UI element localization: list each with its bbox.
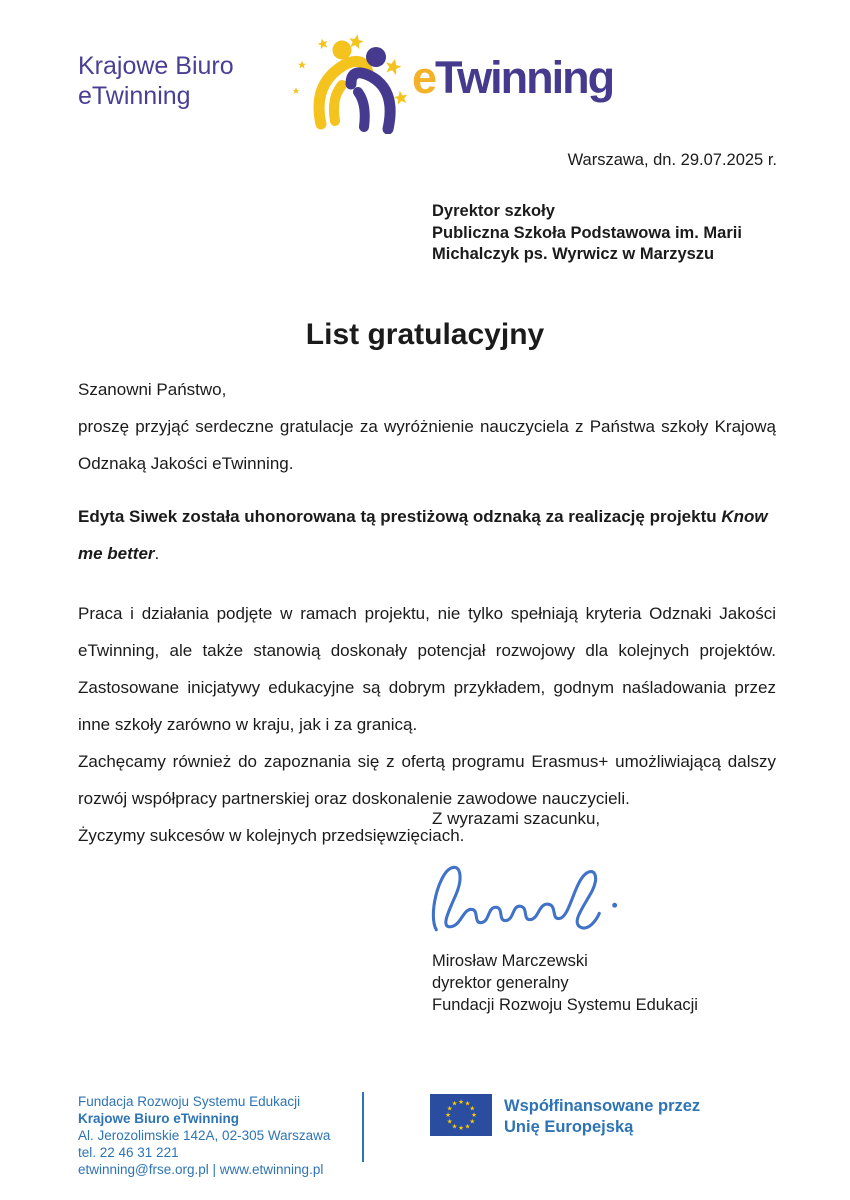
svg-text:★: ★ bbox=[446, 1104, 453, 1113]
svg-text:★: ★ bbox=[469, 1117, 476, 1126]
svg-text:★: ★ bbox=[469, 1104, 476, 1113]
footer-line-web: etwinning@frse.org.pl | www.etwinning.pl bbox=[78, 1162, 324, 1177]
svg-text:★: ★ bbox=[464, 1099, 471, 1108]
paragraph-highlight bbox=[78, 498, 776, 572]
etwinning-figures-icon bbox=[292, 32, 427, 134]
svg-text:★: ★ bbox=[464, 1122, 471, 1131]
footer-line-org: Fundacja Rozwoju Systemu Edukacji bbox=[78, 1094, 301, 1109]
signer-org: Fundacji Rozwoju Systemu Edukacji bbox=[432, 996, 698, 1014]
paragraph-intro: proszę przyjąć serdeczne gratulacje za wyróżnienie nauczyciela z Państwa szkoły Krajową Odznaką Jakości eTwinning. bbox=[78, 417, 776, 473]
highlight-project-name: Know me better bbox=[78, 507, 768, 563]
paragraph-erasmus: Zachęcamy również do zapoznania się z ofertą programu Erasmus+ umożliwiającą dalszy rozwój współpracy partnerskiej oraz doskonalenie zawodowe nauczycieli. bbox=[78, 752, 776, 808]
paragraph-main: Praca i działania podjęte w ramach projektu, nie tylko spełniają kryteria Odznaki Jakości eTwinning, ale także stanowią doskonały potencjał rozwojowy dla kolejnych projektów. Zastosowane inicjatywy edukacyjne są dobrym przykładem, godnym naśladowania przez inne szkoły zarówno w kraju, jak i za granicą. bbox=[78, 604, 776, 734]
eu-flag-icon bbox=[430, 1094, 492, 1136]
salutation: Szanowni Państwo, bbox=[78, 380, 227, 399]
letter-body bbox=[78, 371, 776, 854]
svg-text:★: ★ bbox=[471, 1111, 477, 1119]
org-name bbox=[78, 52, 234, 111]
footer-divider bbox=[362, 1092, 364, 1162]
signature-icon bbox=[424, 856, 629, 938]
signer-name: Mirosław Marczewski bbox=[432, 952, 588, 970]
footer-line-phone: tel. 22 46 31 221 bbox=[78, 1145, 179, 1160]
date-line: Warszawa, dn. 29.07.2025 r. bbox=[567, 151, 777, 169]
svg-text:★: ★ bbox=[451, 1099, 458, 1108]
highlight-bold-text: Edyta Siwek została uhonorowana tą prestiżową odznaką za realizację projektu bbox=[78, 507, 722, 526]
org-name-line1: Krajowe Biuro bbox=[78, 52, 234, 80]
wordmark-e: e bbox=[412, 52, 436, 103]
signer-role: dyrektor generalny bbox=[432, 974, 569, 992]
closing-line: Z wyrazami szacunku, bbox=[432, 809, 601, 828]
recipient-block bbox=[432, 201, 742, 266]
signature bbox=[424, 856, 629, 938]
svg-text:★: ★ bbox=[458, 1098, 464, 1106]
svg-text:★: ★ bbox=[445, 1111, 451, 1119]
footer-contact-block bbox=[78, 1093, 330, 1178]
org-name-line2: eTwinning bbox=[78, 81, 191, 110]
recipient-line: Michalczyk ps. Wyrwicz w Marzyszu bbox=[432, 245, 715, 263]
wordmark-rest: Twinning bbox=[435, 52, 614, 103]
svg-text:★: ★ bbox=[446, 1117, 453, 1126]
signer-block bbox=[432, 950, 698, 1016]
footer-line-address: Al. Jerozolimskie 142A, 02-305 Warszawa bbox=[78, 1128, 331, 1143]
eu-funding-line1: Współfinansowane przez bbox=[504, 1097, 701, 1115]
paragraph-wishes: Życzymy sukcesów w kolejnych przedsięwzięciach. bbox=[78, 826, 465, 845]
recipient-line: Dyrektor szkoły bbox=[432, 202, 555, 220]
highlight-period: . bbox=[154, 544, 160, 563]
etwinning-wordmark bbox=[412, 52, 613, 104]
footer-line-bureau: Krajowe Biuro eTwinning bbox=[78, 1111, 240, 1126]
svg-text:★: ★ bbox=[458, 1124, 464, 1132]
eu-funding-line2: Unię Europejską bbox=[504, 1118, 634, 1136]
recipient-line: Publiczna Szkoła Podstawowa im. Marii bbox=[432, 223, 742, 242]
svg-text:★: ★ bbox=[451, 1122, 458, 1131]
page-title: List gratulacyjny bbox=[305, 318, 545, 351]
eu-funding-text bbox=[504, 1096, 700, 1138]
